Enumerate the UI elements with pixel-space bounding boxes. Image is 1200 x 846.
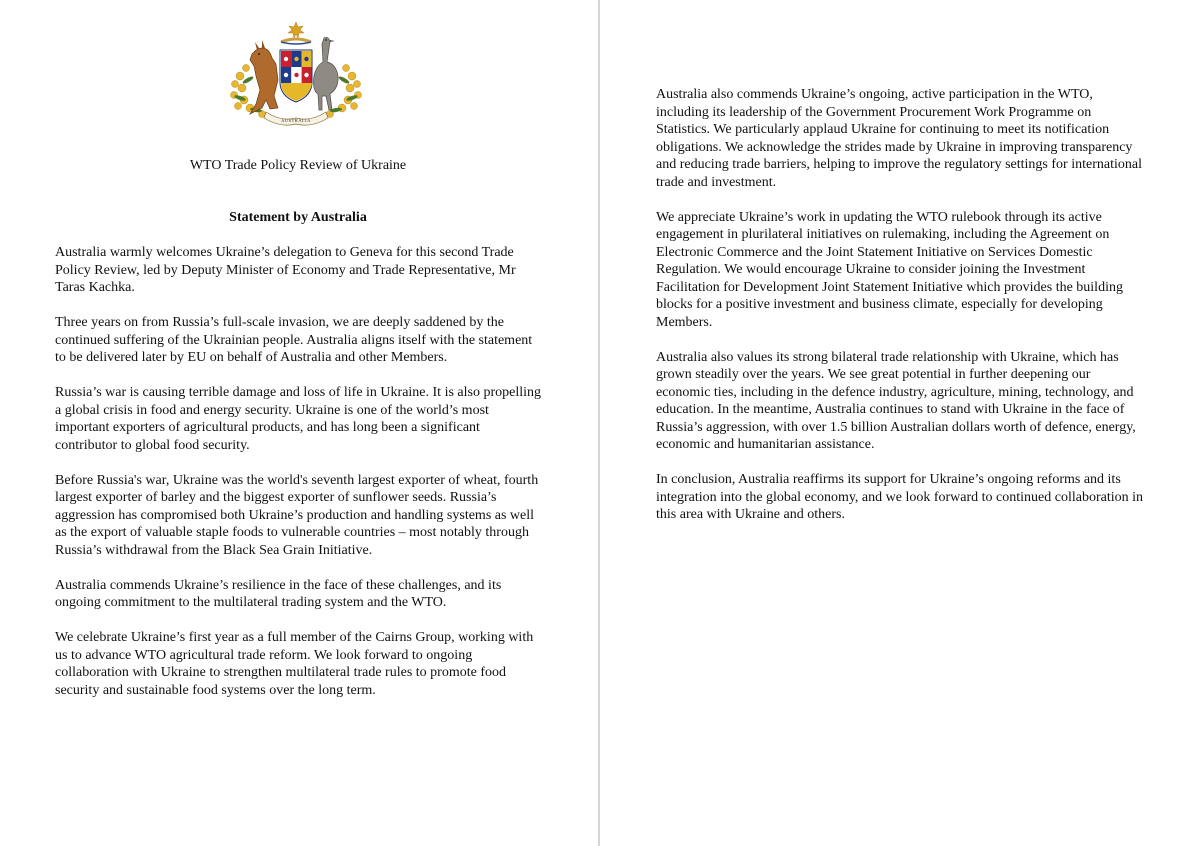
paragraph: Australia also commends Ukraine’s ongoing, active participation in the WTO, including its leadership of the Government Procurement Work Programme on Statistics. We particularly applaud Ukraine for continuing to meet its notification obligations. We acknowledge the strides made by Ukraine in improving transparency and reducing trade barriers, helping to improve the regulatory settings for international trade and investment. — [656, 87, 1142, 190]
paragraph: Three years on from Russia’s full-scale invasion, we are deeply saddened by the continued suffering of the Ukrainian people. Australia aligns itself with the statement to be delivered later by EU on behalf of Australia and other Members. — [55, 315, 533, 365]
paragraph: Before Russia's war, Ukraine was the world's seventh largest exporter of wheat, fourth largest exporter of barley and the biggest exporter of sunflower seeds. Russia’s aggression has compromised both Ukraine’s production and handling systems as well as the export of valuable staple foods to vulnerable countries – most notably through Russia’s withdrawal from the Black Sea Grain Initiative. — [55, 472, 539, 558]
document-title: WTO Trade Policy Review of Ukraine — [189, 158, 407, 173]
document-subtitle: Statement by Australia — [229, 210, 367, 225]
document-page-left — [0, 0, 599, 846]
paragraph: Australia also values its strong bilateral trade relationship with Ukraine, which has grown steadily over the years. We see great potential in further deepening our economic ties, including in the defence industry, agriculture, mining, technology, and education. In the meantime, Australia continues to stand with Ukraine in the face of Russia’s aggression, with over 1.5 billion Australian dollars worth of defence, energy, economic and humanitarian assistance. — [656, 349, 1136, 452]
paragraph: In conclusion, Australia reaffirms its support for Ukraine’s ongoing reforms and its integration into the global economy, and we look forward to continued collaboration in this area with Ukraine and others. — [656, 472, 1144, 522]
paragraph: Australia commends Ukraine’s resilience in the face of these challenges, and its ongoing commitment to the multilateral trading system and the WTO. — [55, 577, 502, 610]
coat-of-arms-icon — [226, 18, 366, 128]
crest-motto-text: AUSTRALIA — [281, 118, 311, 123]
paragraph: We appreciate Ukraine’s work in updating the WTO rulebook through its active engagement in plurilateral initiatives on rulemaking, including the Agreement on Electronic Commerce and the Joint Statement Initiative on Services Domestic Regulation. We would encourage Ukraine to consider joining the Investment Facilitation for Development Joint Statement Initiative which provides the building blocks for a positive investment and business climate, especially for developing Members. — [656, 209, 1123, 330]
right-column-body — [656, 86, 1146, 541]
document-page-right — [600, 0, 1199, 846]
left-column-body — [55, 244, 543, 717]
paragraph: We celebrate Ukraine’s first year as a full member of the Cairns Group, working with us to advance WTO agricultural trade reform. We look forward to ongoing collaboration with Ukraine to strengthen multilateral trade rules to promote food security and sustainable food systems over the long term. — [55, 630, 534, 698]
paragraph: Russia’s war is causing terrible damage and loss of life in Ukraine. It is also propelling a global crisis in food and energy security. Ukraine is one of the world’s most important exporters of agricultural products, and has long been a significant contributor to global food security. — [55, 385, 542, 453]
paragraph: Australia warmly welcomes Ukraine’s delegation to Geneva for this second Trade Policy Review, led by Deputy Minister of Economy and Trade Representative, Mr Taras Kachka. — [55, 245, 516, 295]
